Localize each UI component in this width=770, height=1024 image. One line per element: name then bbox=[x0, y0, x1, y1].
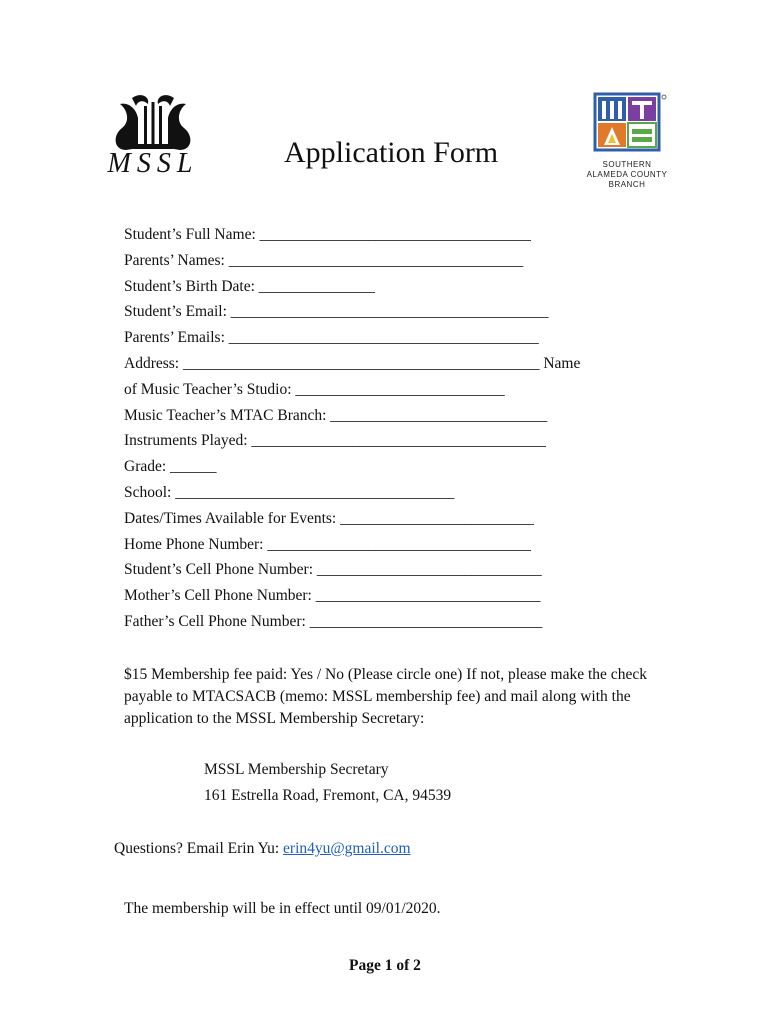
mssl-logo bbox=[92, 92, 214, 184]
field-grade[interactable]: Grade: ______ bbox=[124, 458, 217, 476]
email-link[interactable]: erin4yu@gmail.com bbox=[283, 840, 411, 857]
mtac-emblem-icon bbox=[574, 92, 680, 156]
mtac-logo-caption bbox=[574, 160, 680, 190]
field-student-cell-phone[interactable]: Student’s Cell Phone Number: _____________________________ bbox=[124, 561, 542, 579]
form-fields bbox=[124, 222, 664, 635]
field-instruments-played[interactable]: Instruments Played: ______________________________________ bbox=[124, 432, 546, 450]
field-student-email[interactable]: Student’s Email: _________________________________________ bbox=[124, 303, 549, 321]
field-student-full-name[interactable]: Student’s Full Name: ___________________________________ bbox=[124, 226, 531, 243]
field-parents-names[interactable]: Parents’ Names: ______________________________________ bbox=[124, 251, 524, 269]
address-line-2: 161 Estrella Road, Fremont, CA, 94539 bbox=[204, 787, 452, 804]
page-title: Application Form bbox=[284, 136, 499, 169]
field-home-phone[interactable]: Home Phone Number: __________________________________ bbox=[124, 535, 531, 553]
mtac-caption-line: ALAMEDA COUNTY bbox=[586, 170, 668, 179]
field-school[interactable]: School: ____________________________________ bbox=[124, 483, 455, 501]
field-music-teacher-branch[interactable]: Music Teacher’s MTAC Branch: ____________________________ bbox=[124, 406, 548, 424]
mtac-caption-line: BRANCH bbox=[608, 180, 646, 189]
field-address[interactable]: Address: ______________________________________________ Name bbox=[124, 354, 581, 372]
membership-effect-note: The membership will be in effect until 09/01/2020. bbox=[124, 900, 441, 917]
lyre-icon bbox=[92, 92, 214, 154]
address-line-1: MSSL Membership Secretary bbox=[204, 761, 389, 778]
questions-line bbox=[114, 840, 411, 858]
field-father-cell-phone[interactable]: Father’s Cell Phone Number: ______________________________ bbox=[124, 612, 543, 630]
page-number: Page 1 of 2 bbox=[349, 957, 421, 974]
mtac-logo bbox=[574, 92, 680, 198]
mailing-address bbox=[204, 757, 451, 809]
field-mother-cell-phone[interactable]: Mother’s Cell Phone Number: _____________________________ bbox=[124, 587, 541, 605]
mssl-logo-text: MSSL bbox=[107, 148, 199, 179]
field-parents-emails[interactable]: Parents’ Emails: ________________________________________ bbox=[124, 329, 539, 347]
field-student-birth-date[interactable]: Student’s Birth Date: _______________ bbox=[124, 277, 376, 295]
questions-text: Questions? Email Erin Yu: bbox=[114, 840, 284, 857]
membership-fee-paragraph: $15 Membership fee paid: Yes / No (Please circle one) If not, please make the check payable to MTACSACB (memo: MSSL membership fee) and mail along with the application to the MSSL Membership Secretary: bbox=[124, 666, 647, 727]
field-dates-times-available[interactable]: Dates/Times Available for Events: _________________________ bbox=[124, 509, 534, 527]
mtac-caption-line: SOUTHERN bbox=[602, 160, 652, 169]
field-music-teacher-studio[interactable]: of Music Teacher’s Studio: ___________________________ bbox=[124, 380, 505, 398]
